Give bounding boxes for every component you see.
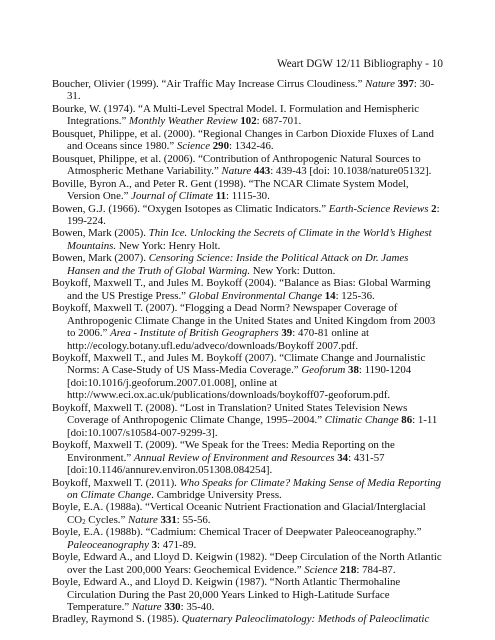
entry-authors: Boyle, E.A. (1988b). [52, 526, 146, 539]
entry-volume: 397 [394, 78, 414, 90]
bibliography-entry [52, 402, 444, 439]
entry-source: Earth-Science Reviews [328, 202, 429, 215]
bibliography-list [52, 78, 444, 626]
entry-title: “We Speak for the Trees: Media Reporting on the Environment.” [67, 439, 395, 464]
entry-volume: 38 [345, 364, 359, 377]
bibliography-entry [52, 501, 444, 526]
bibliography-entry [52, 103, 444, 128]
entry-details: Cambridge University Press. [154, 488, 282, 501]
bibliography-entry [52, 78, 444, 103]
entry-volume: 34 [334, 451, 349, 464]
entry-source: Nature [221, 165, 252, 178]
entry-source: Thin Ice. Unlocking the Secrets of Climate in the World’s Highest Mountains. [67, 227, 432, 252]
entry-source: Science [304, 563, 338, 576]
entry-title: “Cadmium: Chemical Tracer of Deepwater Paleoceanography.” [145, 526, 422, 539]
entry-title: “Oxygen Isotopes as Climatic Indicators.” [142, 202, 329, 215]
entry-details: New York: Dutton. [250, 264, 336, 277]
bibliography-entry [52, 203, 444, 228]
entry-volume: 331 [157, 513, 177, 526]
entry-authors: Bowen, Mark (2005). [52, 227, 149, 240]
entry-source: Monthly Weather Review [129, 115, 238, 128]
entry-details: : 431-57 [doi:10.1146/annurev.environ.051308.084254]. [67, 451, 385, 477]
entry-authors: Bousquet, Philippe, et al. (2006). [52, 152, 199, 165]
entry-volume: 86 [398, 414, 413, 427]
entry-source: Nature [365, 78, 395, 90]
entry-details: New York: Henry Holt. [116, 239, 221, 252]
entry-volume: 218 [337, 563, 357, 576]
entry-title: “Air Traffic May Increase Cirrus Cloudiness.” [161, 78, 366, 90]
bibliography-entry [52, 227, 444, 252]
entry-volume: 443 [251, 165, 271, 178]
entry-details: : 471-89. [157, 538, 197, 551]
entry-volume: 2 [428, 202, 437, 215]
entry-title: “Balance as Bias: Global Warming and the US Prestige Press.” [67, 277, 431, 302]
entry-source: Nature [128, 513, 158, 526]
bibliography-entry [52, 252, 444, 277]
entry-volume: 102 [237, 115, 257, 128]
entry-volume: 14 [322, 289, 336, 302]
entry-details: : 30-31. [67, 78, 435, 103]
bibliography-entry [52, 526, 444, 551]
entry-authors: Boucher, Olivier (1999). [52, 78, 162, 90]
entry-title: “Flogging a Dead Norm? Newspaper Coverage of Anthropogenic Climate Change in the United States and United Kingdom from 2003 to 2006.” [67, 302, 436, 340]
bibliography-entry [52, 352, 444, 402]
entry-volume: 290 [210, 140, 229, 153]
entry-authors: Boyle, Edward A., and Lloyd D. Keigwin (1987). [52, 576, 270, 589]
entry-details: : 199-224. [67, 202, 440, 227]
entry-details: : 470-81 online at http://ecology.botany.ufl.edu/adveco/downloads/Boykoff 2007.pdf. [67, 327, 370, 352]
entry-volume: 39 [278, 327, 293, 340]
entry-details: : 1190-1204 [doi:10.1016/j.geoforum.2007.01.008], online at http://www.eci.ox.ac.uk/publications/downloads/boykoff07-geoforum.pdf. [67, 364, 412, 402]
entry-source: Area - Institute of British Geographers [110, 327, 279, 340]
entry-authors: Bradley, Raymond S. (1985). [52, 613, 182, 626]
entry-source: Climatic Change [324, 414, 399, 427]
entry-details: : 55-56. [176, 513, 211, 526]
entry-source: Annual Review of Environment and Resources [133, 451, 335, 464]
entry-title: “The NCAR Climate System Model, Version One.” [67, 177, 409, 203]
entry-volume: 330 [161, 601, 181, 614]
entry-details: : 784-87. [356, 563, 396, 576]
entry-source: Geoforum [301, 364, 346, 377]
entry-source: Quaternary Paleoclimatology: Methods of Paleoclimatic [181, 613, 430, 626]
entry-authors: Bousquet, Philippe, et al. (2000). [52, 127, 199, 140]
entry-authors: Boyle, E.A. (1988a). [52, 501, 146, 514]
entry-title: “A Multi-Level Spectral Model. I. Formulation and Hemispheric Integrations.” [67, 102, 420, 128]
entry-authors: Bourke, W. (1974). [52, 102, 139, 115]
entry-source: Nature [131, 601, 162, 614]
entry-volume: 11 [213, 190, 227, 203]
entry-details: : 1342-46. [229, 140, 274, 153]
bibliography-entry [52, 576, 444, 613]
entry-details: : 125-36. [335, 289, 375, 302]
entry-authors: Boville, Byron A., and Peter R. Gent (1998). [52, 177, 249, 190]
entry-authors: Boykoff, Maxwell T. (2008). [52, 401, 181, 414]
bibliography-entry [52, 439, 444, 476]
bibliography-entry [52, 277, 444, 302]
entry-title: “Contribution of Anthropogenic Natural Sources to Atmospheric Methane Variability.” [67, 152, 421, 178]
entry-title: “Lost in Translation? United States Television News Coverage of Anthropogenic Climate Change, 1995–2004.” [67, 401, 408, 427]
entry-authors: Bowen, Mark (2007). [52, 252, 149, 265]
entry-details: : 1-11 [doi:10.1007/s10584-007-9299-3]. [67, 414, 438, 439]
bibliography-entry [52, 551, 444, 576]
entry-title: “Deep Circulation of the North Atlantic over the Last 200,000 Years: Geochemical Evidence.” [67, 551, 442, 576]
entry-source: Censoring Science: Inside the Political Attack on Dr. James Hansen and the Truth of Global Warming. [67, 252, 409, 277]
entry-authors: Boyle, Edward A., and Lloyd D. Keigwin (1982). [52, 551, 270, 564]
entry-authors: Boykoff, Maxwell T., and Jules M. Boykoff (2007). [52, 351, 280, 364]
entry-title-cont: Cycles.” [85, 513, 129, 526]
entry-source: Who Speaks for Climate? Making Sense of Media Reporting on Climate Change. [67, 476, 442, 501]
entry-details: : 439-43 [doi: 10.1038/nature05132]. [270, 165, 432, 178]
bibliography-entry [52, 178, 444, 203]
entry-source: Journal of Climate [131, 190, 214, 203]
entry-volume: 3 [148, 538, 158, 551]
bibliography-entry [52, 613, 444, 625]
entry-authors: Bowen, G.J. (1966). [52, 202, 143, 215]
entry-source: Global Environmental Change [188, 289, 323, 302]
entry-authors: Boykoff, Maxwell T. (2009). [52, 439, 181, 452]
entry-details: : 687-701. [256, 115, 302, 128]
bibliography-entry [52, 477, 444, 502]
entry-authors: Boykoff, Maxwell T. (2011). [52, 476, 180, 489]
entry-title: “North Atlantic Thermohaline Circulation During the Past 20,000 Years Linked to High-Latitude Surface Temperature.” [67, 576, 401, 614]
entry-title: “Regional Changes in Carbon Dioxide Fluxes of Land and Oceans since 1980.” [67, 127, 434, 153]
running-header: Weart DGW 12/11 Bibliography - 10 [277, 58, 443, 70]
bibliography-entry [52, 302, 444, 352]
bibliography-entry [52, 128, 444, 153]
entry-source: Science [176, 140, 211, 153]
entry-title-subscript: 2 [82, 517, 86, 526]
entry-authors: Boykoff, Maxwell T., and Jules M. Boykoff (2004). [52, 277, 280, 290]
bibliography-entry [52, 153, 444, 178]
entry-title: “Vertical Oceanic Nutrient Fractionation and Glacial/Interglacial CO [67, 501, 426, 526]
entry-details: : 1115-30. [226, 190, 270, 203]
entry-authors: Boykoff, Maxwell T. (2007). [52, 302, 181, 315]
entry-details: : 35-40. [180, 601, 215, 614]
entry-title: “Climate Change and Journalistic Norms: A Case-Study of US Mass-Media Coverage.” [67, 351, 426, 377]
entry-source: Paleoceanography [67, 538, 149, 551]
